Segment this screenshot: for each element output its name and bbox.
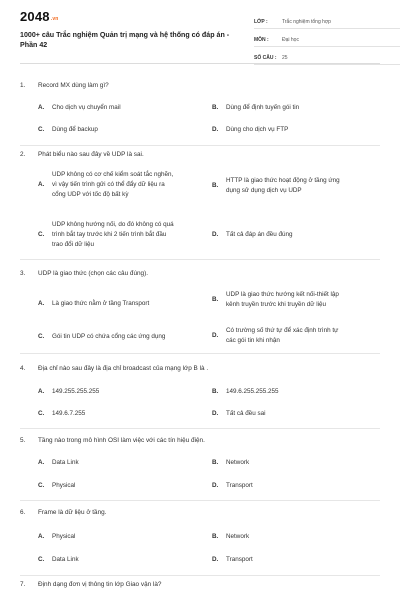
meta-value: 25 [282,55,288,61]
option-d[interactable]: D. Có trường số thứ tự để xác định trình tự các gói tin khi nhận [212,327,339,344]
option-d[interactable]: D. Dùng cho dịch vụ FTP [212,126,289,133]
question-text: 5. Tầng nào trong mô hình OSI làm việc với các tín hiệu điện. [20,437,205,444]
logo-suffix: .vn [50,16,59,22]
option-b[interactable]: B. UDP là giao thức hướng kết nối-thiết lập kênh truyền trước khi truyền dữ liệu [212,291,339,308]
option-c[interactable]: C. Dùng để backup [38,126,98,133]
option-c[interactable]: C. Data Link [38,556,79,563]
question-text: 6. Frame là dữ liệu ở tầng. [20,509,107,516]
meta-label: LỚP : [254,19,268,25]
option-b[interactable]: B. HTTP là giao thức hoạt động ở tầng ứng dụng sử dụng dịch vụ UDP [212,177,340,194]
question-text: 3. UDP là giao thức (chọn các câu đúng). [20,270,149,277]
site-logo[interactable] [20,9,59,24]
meta-box [254,11,400,65]
meta-value: Trắc nghiệm tổng hợp [282,19,331,25]
option-c[interactable]: C. UDP không hướng nối, do đó không có quá trình bắt tay trước khi 2 tiến trình bắt đầu trao đổi dữ liệu [38,221,174,248]
logo-text: 2048 [20,9,50,24]
option-a[interactable]: A. UDP không có cơ chế kiểm soát tắc nghẽn, vì vậy tiến trình gửi có thể đẩy dữ liệu ra cổng UDP với tốc độ bất kỳ [38,171,174,198]
question-text: 2. Phát biểu nào sau đây về UDP là sai. [20,151,144,158]
option-c[interactable]: C. Physical [38,482,76,489]
meta-value: Đại học [282,37,299,43]
divider [20,428,380,429]
meta-label: MÔN : [254,37,269,43]
meta-label: SỐ CÂU : [254,55,277,61]
option-b[interactable]: B. Network [212,533,250,540]
option-a[interactable]: A. Data Link [38,459,79,466]
divider [20,259,380,260]
document-title: 1000+ câu Trắc nghiệm Quản trị mạng và hệ thống có đáp án - Phần 42 [20,31,230,49]
option-d[interactable]: D. Tất cả đều sai [212,410,266,417]
question-text: 1. Record MX dùng làm gì? [20,82,109,89]
meta-row-subject [254,29,400,47]
divider [20,145,380,146]
document-header [20,0,380,64]
divider [20,500,380,501]
divider [20,575,380,576]
option-d[interactable]: D. Tất cả đáp án đều đúng [212,231,293,238]
meta-row-count [254,47,400,65]
option-b[interactable]: B. Network [212,459,250,466]
option-a[interactable]: A. 149.255.255.255 [38,388,100,395]
meta-row-class [254,11,400,29]
option-c[interactable]: C. 149.6.7.255 [38,410,86,417]
option-b[interactable]: B. 149.6.255.255.255 [212,388,279,395]
question-text: 7. Định dạng đơn vị thông tin lớp Giao vận là? [20,581,162,588]
option-b[interactable]: B. Dùng để định tuyến gói tin [212,104,300,111]
option-a[interactable]: A. Là giao thức nằm ở tầng Transport [38,300,150,307]
option-d[interactable]: D. Transport [212,556,253,563]
option-c[interactable]: C. Gói tin UDP có chứa cổng các ứng dụng [38,333,166,340]
question-text: 4. Địa chỉ nào sau đây là địa chỉ broadcast của mạng lớp B là . [20,365,209,372]
option-d[interactable]: D. Transport [212,482,253,489]
option-a[interactable]: A. Physical [38,533,76,540]
option-a[interactable]: A. Cho dịch vụ chuyển mail [38,104,121,111]
divider [20,353,380,354]
